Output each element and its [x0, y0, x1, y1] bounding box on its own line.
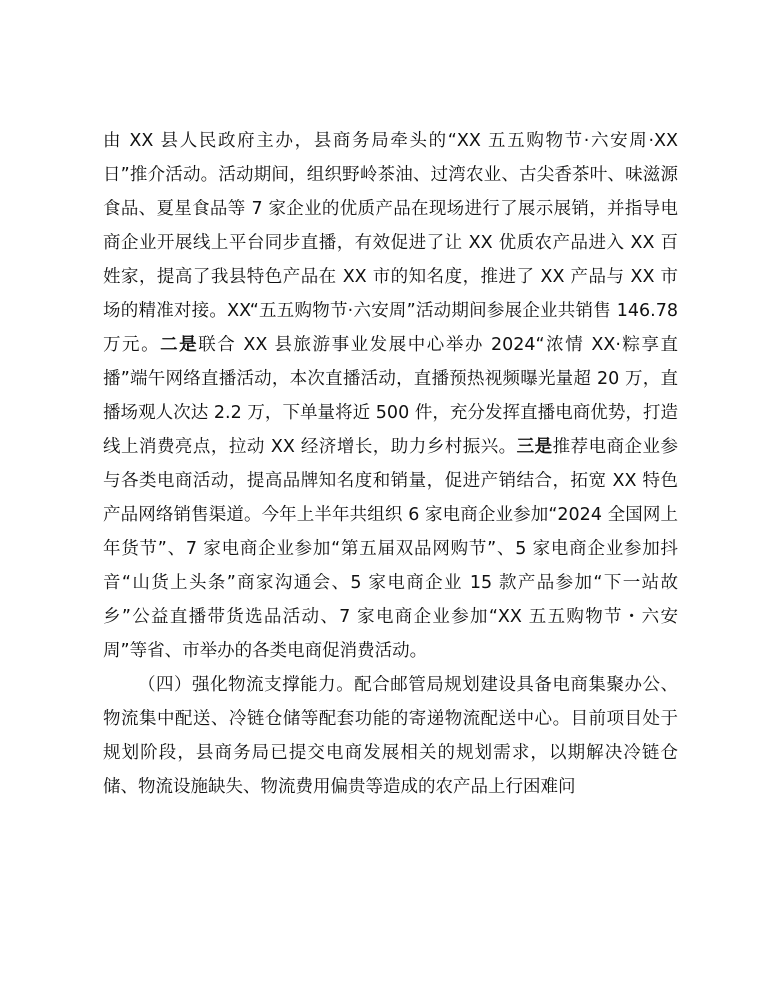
- paragraph-text: 联合 XX 县旅游事业发展中心举办 2024“浓情 XX·粽享直播”端午网络直播活动，本次直播活动，直播预热视频曝光量超 20 万，直播场观人次达 2.2 万，下单量将近 500 件，充分发挥直播电商优势，打造线上消费亮点，拉动 XX 经济增长，助力乡村振兴。: [103, 335, 679, 457]
- paragraph-logistics: （四）强化物流支撑能力。配合邮管局规划建设具备电商集聚办公、物流集中配送、冷链仓储等配套功能的寄递物流配送中心。目前项目处于规划阶段，县商务局已提交电商发展相关的规划需求，以期解决冷链仓储、物流设施缺失、物流费用偏贵等造成的农产品上行困难问: [103, 675, 678, 797]
- item-lead-two: 二是: [160, 335, 199, 355]
- document-body: [103, 124, 678, 804]
- paragraph-text: 推荐电商企业参与各类电商活动，提高品牌知名度和销量，促进产销结合，拓宽 XX 特色产品网络销售渠道。今年上半年共组织 6 家电商企业参加“2024 全国网上年货节”、7 家电商企业参加“第五届双品网购节”、5 家电商企业参加抖音“山货上头条”商家沟通会、5 家电商企业 15 款产品参加“下一站故乡”公益直播带货选品活动、7 家电商企业参加“XX 五五购物节・六安周”等省、市举办的各类电商促消费活动。: [103, 437, 679, 661]
- paragraph-ecommerce-activities: [103, 124, 678, 668]
- item-lead-three: 三是: [516, 437, 553, 457]
- paragraph-text: 由 XX 县人民政府主办，县商务局牵头的“XX 五五购物节·六安周·XX 日”推介活动。活动期间，组织野岭茶油、过湾农业、古尖香茶叶、味滋源食品、夏星食品等 7 家企业的优质产品在现场进行了展示展销，并指导电商企业开展线上平台同步直播，有效促进了让 XX 优质农产品进入 XX 百姓家，提高了我县特色产品在 XX 市的知名度，推进了 XX 产品与 XX 市场的精准对接。XX“五五购物节·六安周”活动期间参展企业共销售 146.78 万元。: [103, 131, 678, 355]
